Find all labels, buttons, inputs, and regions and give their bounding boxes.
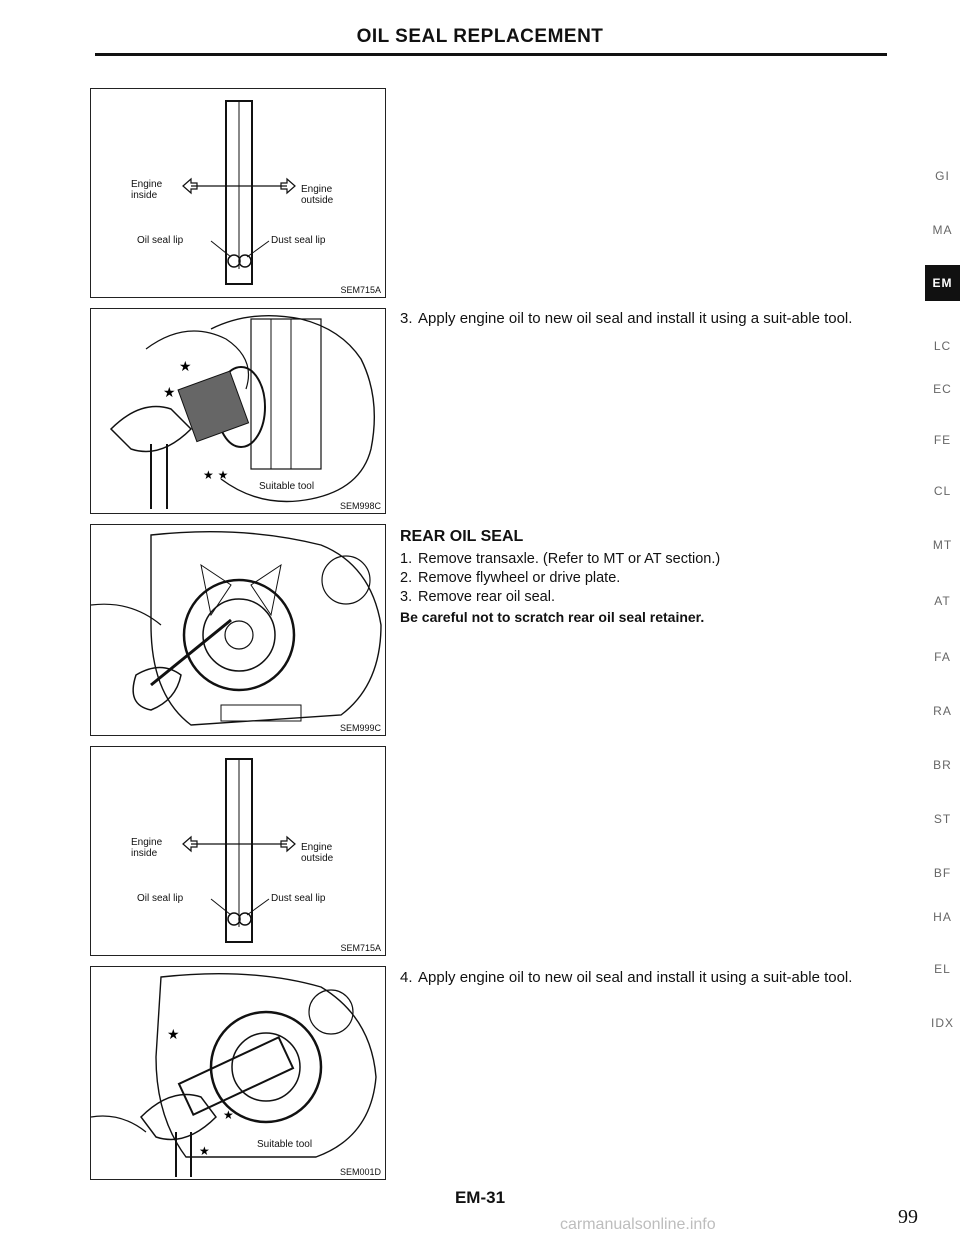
figure-code: SEM001D bbox=[339, 1167, 381, 1177]
section-tab-ec[interactable]: EC bbox=[933, 382, 952, 396]
step-3 bbox=[400, 309, 880, 329]
label-engine-outside: Engine outside bbox=[301, 842, 334, 864]
page-id: EM-31 bbox=[454, 1188, 506, 1207]
section-tab-lc[interactable]: LC bbox=[933, 339, 952, 353]
section-tab-gi[interactable]: GI bbox=[935, 169, 950, 183]
label-engine-outside: Engine outside bbox=[301, 184, 334, 206]
svg-text:★: ★ bbox=[167, 1027, 180, 1043]
figure-remove-rear-seal bbox=[90, 524, 386, 736]
title-rule bbox=[95, 53, 887, 56]
warning-note: Be careful not to scratch rear oil seal retainer. bbox=[400, 609, 705, 625]
svg-text:★ ★: ★ ★ bbox=[203, 468, 229, 482]
front-seal-install-drawing bbox=[91, 309, 387, 515]
step-number: 4. bbox=[400, 969, 413, 986]
section-tab-fe[interactable]: FE bbox=[933, 433, 952, 447]
step-text: Apply engine oil to new oil seal and install it using a suit-able tool. bbox=[418, 310, 853, 327]
rear-seal-install-drawing bbox=[91, 967, 387, 1181]
step-number: 3. bbox=[400, 310, 413, 327]
section-tab-mt[interactable]: MT bbox=[932, 538, 953, 552]
section-tab-ma[interactable]: MA bbox=[932, 223, 953, 237]
label-oil-seal-lip: Oil seal lip bbox=[137, 235, 184, 246]
list-item-number: 3. bbox=[400, 589, 413, 605]
section-tab-fa[interactable]: FA bbox=[934, 650, 951, 664]
rear-oil-seal-steps bbox=[400, 550, 870, 607]
list-item-text: Remove rear oil seal. bbox=[418, 589, 555, 605]
svg-text:★: ★ bbox=[179, 359, 192, 375]
list-item bbox=[400, 569, 870, 588]
figure-code: SEM715A bbox=[340, 285, 381, 295]
list-item-number: 1. bbox=[400, 551, 413, 567]
list-item-text: Remove transaxle. (Refer to MT or AT section.) bbox=[418, 551, 721, 567]
figure-code: SEM999C bbox=[339, 723, 381, 733]
section-heading-rear-oil-seal: REAR OIL SEAL bbox=[400, 528, 524, 545]
label-suitable-tool: Suitable tool bbox=[257, 1139, 313, 1150]
section-tab-br[interactable]: BR bbox=[933, 758, 952, 772]
label-oil-seal-lip: Oil seal lip bbox=[137, 893, 184, 904]
label-dust-seal-lip: Dust seal lip bbox=[271, 235, 326, 246]
remove-rear-seal-drawing bbox=[91, 525, 387, 737]
page-number: 99 bbox=[898, 1206, 918, 1228]
figure-code: SEM998C bbox=[339, 501, 381, 511]
svg-text:★: ★ bbox=[223, 1108, 234, 1122]
svg-text:★: ★ bbox=[199, 1144, 210, 1158]
section-tab-st[interactable]: ST bbox=[933, 812, 952, 826]
label-dust-seal-lip: Dust seal lip bbox=[271, 893, 326, 904]
section-tab-bf[interactable]: BF bbox=[933, 866, 952, 880]
figure-seal-diagram-1 bbox=[90, 88, 386, 298]
list-item bbox=[400, 550, 870, 569]
figure-front-seal-install bbox=[90, 308, 386, 514]
section-tab-at[interactable]: AT bbox=[934, 594, 951, 608]
section-tab-ra[interactable]: RA bbox=[933, 704, 952, 718]
list-item bbox=[400, 588, 870, 607]
watermark: carmanualsonline.info bbox=[560, 1216, 716, 1233]
label-engine-inside: Engine inside bbox=[131, 179, 163, 201]
svg-text:★: ★ bbox=[163, 385, 176, 401]
section-tab-ha[interactable]: HA bbox=[933, 910, 952, 924]
figure-code: SEM715A bbox=[340, 943, 381, 953]
section-tab-cl[interactable]: CL bbox=[933, 484, 952, 498]
step-4 bbox=[400, 968, 880, 988]
label-suitable-tool: Suitable tool bbox=[259, 481, 315, 492]
section-tab-el[interactable]: EL bbox=[934, 962, 951, 976]
step-text: Apply engine oil to new oil seal and install it using a suit-able tool. bbox=[418, 969, 853, 986]
list-item-number: 2. bbox=[400, 570, 413, 586]
figure-seal-diagram-2 bbox=[90, 746, 386, 956]
list-item-text: Remove flywheel or drive plate. bbox=[418, 570, 621, 586]
label-engine-inside: Engine inside bbox=[131, 837, 163, 859]
page-title: OIL SEAL REPLACEMENT bbox=[356, 26, 604, 47]
figure-rear-seal-install bbox=[90, 966, 386, 1180]
section-tab-em-active[interactable]: EM bbox=[925, 265, 960, 301]
section-tab-idx[interactable]: IDX bbox=[930, 1016, 954, 1030]
